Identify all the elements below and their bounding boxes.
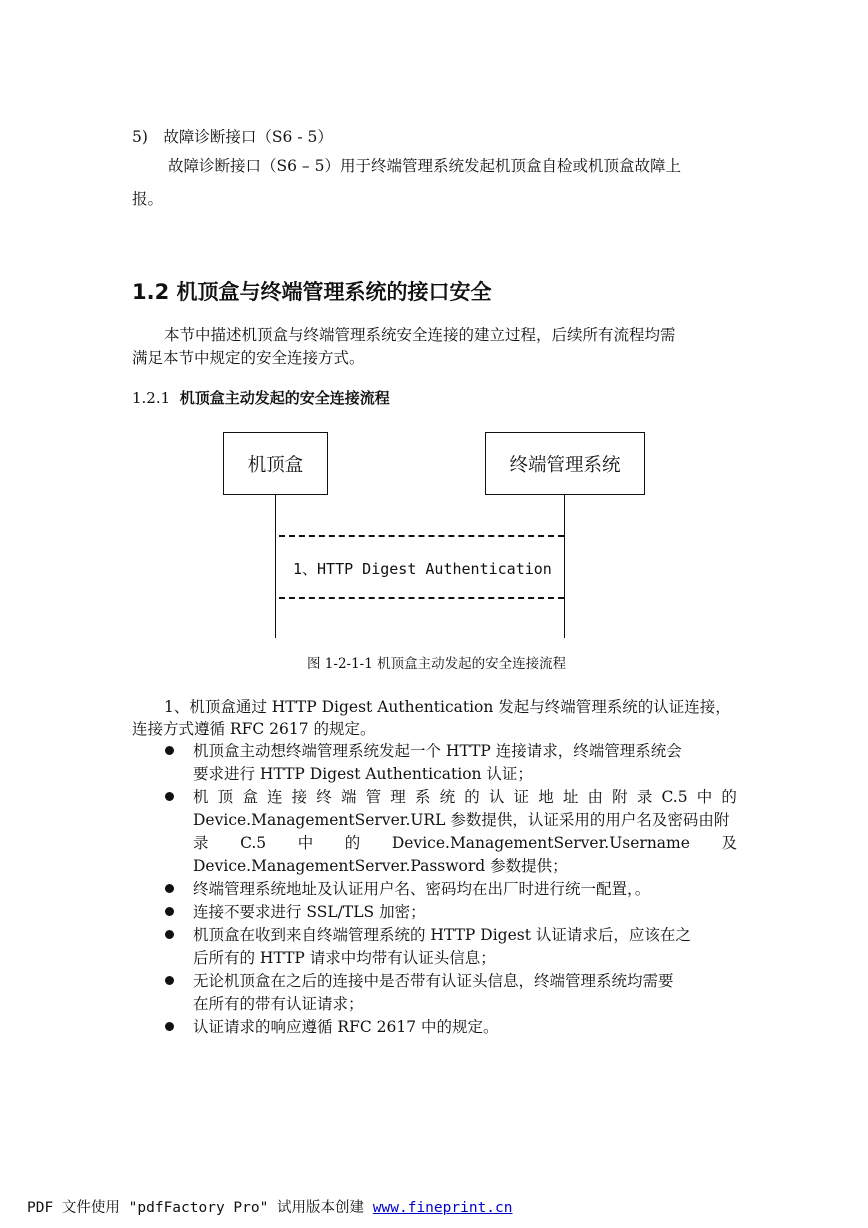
bullet-2-word: 中 <box>297 834 314 852</box>
bullet-5-line-1: 机顶盒在收到来自终端管理系统的 HTTP Digest 认证请求后，应该在之 <box>193 926 691 944</box>
bullet-2-word: 机 <box>193 788 209 806</box>
bullet-2-word: 附 <box>612 788 628 806</box>
bullet-2-word: 管 <box>365 788 382 806</box>
section-1-2-paragraph-line-1: 本节中描述机顶盒与终端管理系统安全连接的建立过程，后续所有流程均需 <box>164 326 676 344</box>
terminal-management-label: 终端管理系统 <box>509 454 621 476</box>
bullet-dot <box>165 930 174 939</box>
bullet-2-line-4: Device.ManagementServer.Password 参数提供； <box>193 857 568 875</box>
bullet-2-word: 认 <box>488 788 505 806</box>
section-5-paragraph-line-2: 报。 <box>132 190 164 208</box>
bullet-2-word: 证 <box>513 788 530 806</box>
bullet-2-word: 盒 <box>242 788 258 806</box>
terminal-management-lifeline <box>564 495 565 638</box>
bullet-3: 终端管理系统地址及认证用户名、密码均在出厂时进行统一配置，。 <box>193 880 651 898</box>
bullet-4: 连接不要求进行 SSL/TLS 加密； <box>193 903 426 921</box>
bullet-2-word: 的 <box>344 834 361 852</box>
terminal-management-node <box>485 432 645 495</box>
bullet-2-word: 理 <box>390 788 406 806</box>
intro-line-1: 1、机顶盒通过 HTTP Digest Authentication 发起与终端管理系统的认证连接， <box>164 698 731 716</box>
bullet-2-word: 顶 <box>217 788 234 806</box>
footer-text: PDF 文件使用 "pdfFactory Pro" 试用版本创建 <box>27 1200 373 1216</box>
bullet-1-line-1: 机顶盒主动想终端管理系统发起一个 HTTP 连接请求，终端管理系统会 <box>193 742 682 760</box>
section-1-2-paragraph-line-2: 满足本节中规定的安全连接方式。 <box>132 349 365 367</box>
bullet-2-word: C.5 <box>661 788 688 806</box>
bullet-dot <box>165 1022 174 1031</box>
bullet-2-word: 的 <box>721 788 737 806</box>
bullet-2-word: 由 <box>587 788 604 806</box>
bullet-2-word: 系 <box>414 788 431 806</box>
section-5-title: 5) 故障诊断接口（S6 - 5） <box>132 128 333 146</box>
intro-line-2: 连接方式遵循 RFC 2617 的规定。 <box>132 720 376 738</box>
bullet-6-line-1: 无论机顶盒在之后的连接中是否带有认证头信息，终端管理系统均需要 <box>193 972 674 990</box>
message-lower-dashed-line <box>279 597 564 599</box>
message-upper-dashed-line <box>279 535 564 537</box>
bullet-dot <box>165 746 174 755</box>
bullet-2-word: 录 <box>636 788 653 806</box>
set-top-box-node <box>223 432 328 495</box>
section-5-paragraph-line-1: 故障诊断接口（S6 – 5）用于终端管理系统发起机顶盒自检或机顶盒故障上 <box>168 157 681 175</box>
bullet-dot <box>165 907 174 916</box>
message-label: 1、HTTP Digest Authentication <box>293 560 552 578</box>
bullet-2-word: 统 <box>439 788 456 806</box>
bullet-dot <box>165 792 174 801</box>
footer-link[interactable]: www.fineprint.cn <box>372 1200 513 1216</box>
bullet-2-word: 址 <box>562 788 579 806</box>
pdf-footer <box>27 1196 512 1217</box>
bullet-2-word: 的 <box>464 788 480 806</box>
bullet-6-line-2: 在所有的带有认证请求； <box>193 995 364 1013</box>
set-top-box-label: 机顶盒 <box>247 454 304 476</box>
bullet-2-line-1 <box>193 787 737 807</box>
bullet-7: 认证请求的响应遵循 RFC 2617 中的规定。 <box>193 1018 499 1036</box>
bullet-2-word: 中 <box>696 788 713 806</box>
bullet-2-word: 终 <box>316 788 332 806</box>
bullet-2-word: 接 <box>291 788 308 806</box>
bullet-dot <box>165 976 174 985</box>
bullet-2-word: Device.ManagementServer.Username <box>391 834 690 852</box>
bullet-2-line-2: Device.ManagementServer.URL 参数提供，认证采用的用户名及密码由附 <box>193 811 730 829</box>
bullet-2-line-3 <box>193 833 737 853</box>
set-top-box-lifeline <box>275 495 276 638</box>
bullet-2-word: 及 <box>721 834 737 852</box>
bullet-2-word: 地 <box>538 788 554 806</box>
bullet-dot <box>165 884 174 893</box>
bullet-2-word: 端 <box>340 788 357 806</box>
figure-caption: 图 1-2-1-1 机顶盒主动发起的安全连接流程 <box>307 656 567 672</box>
section-1-2-1-heading <box>132 387 390 408</box>
bullet-5-line-2: 后所有的 HTTP 请求中均带有认证头信息； <box>193 949 496 967</box>
bullet-2-word: 录 <box>193 834 209 852</box>
bullet-1-line-2: 要求进行 HTTP Digest Authentication 认证； <box>193 765 533 783</box>
bullet-2-word: C.5 <box>240 834 267 852</box>
section-1-2-heading: 1.2 机顶盒与终端管理系统的接口安全 <box>132 280 492 304</box>
section-1-2-1-number: 1.2.1 <box>132 389 171 407</box>
bullet-2-word: 连 <box>266 788 283 806</box>
section-1-2-1-title: 机顶盒主动发起的安全连接流程 <box>179 389 390 407</box>
